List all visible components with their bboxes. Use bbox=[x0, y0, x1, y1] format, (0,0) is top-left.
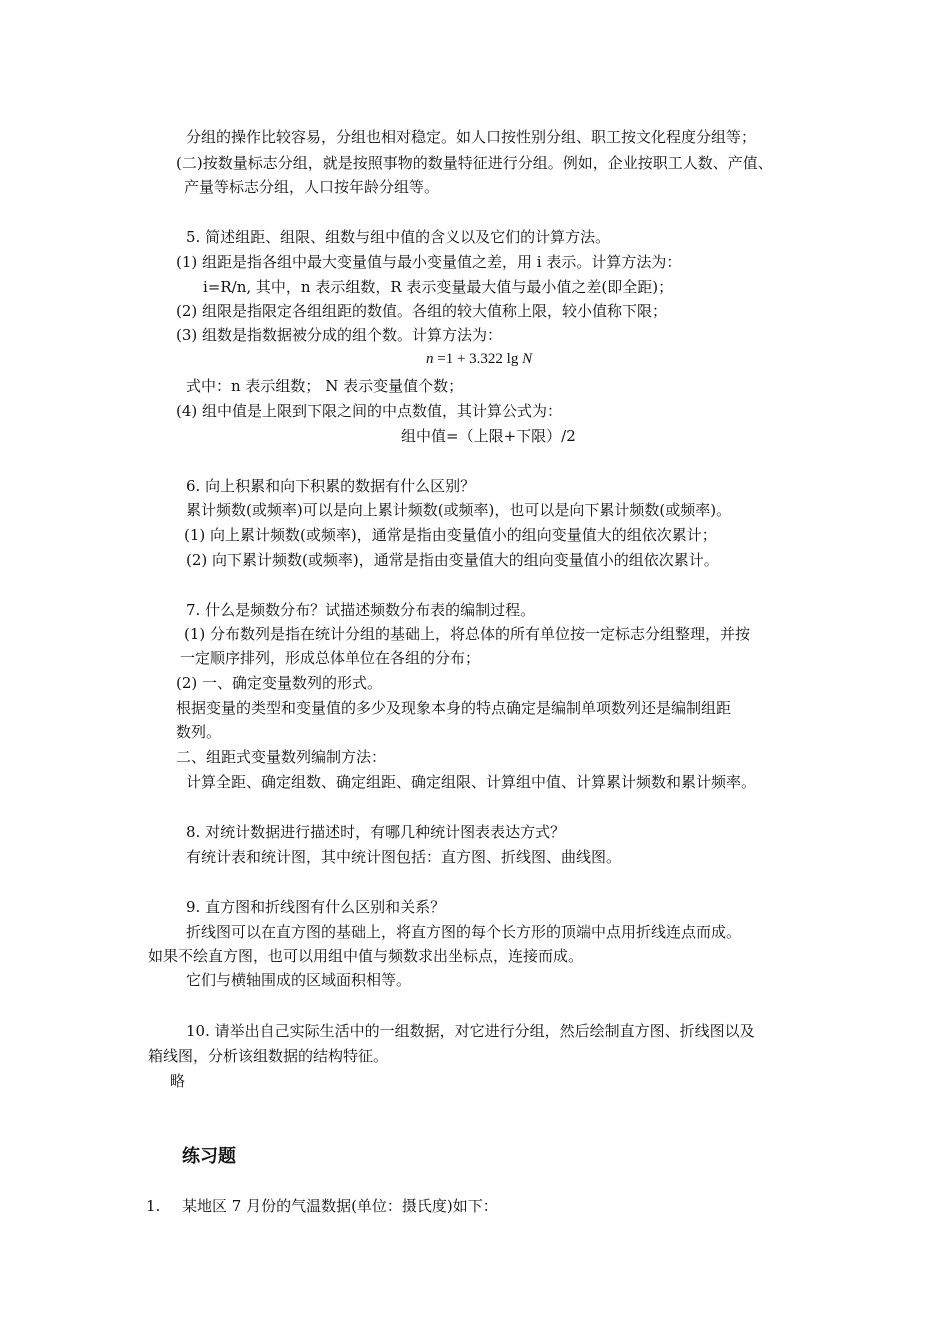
midpoint-formula: 组中值=（上限+下限）/2 bbox=[401, 427, 576, 445]
question-8-title: 8. 对统计数据进行描述时，有哪几种统计图表表达方式？ bbox=[186, 823, 566, 841]
text-line: i=R/n, 其中，n 表示组数，R 表示变量最大值与最小值之差(即全距)； bbox=[203, 278, 674, 296]
exercise-item-number: 1. bbox=[146, 1197, 161, 1215]
question-5-title: 5. 简述组距、组限、组数与组中值的含义以及它们的计算方法。 bbox=[186, 228, 611, 246]
text-line: 折线图可以在直方图的基础上，将直方图的每个长方形的顶端中点用折线连点而成。 bbox=[186, 923, 742, 941]
group-count-formula bbox=[426, 349, 532, 369]
question-7-title: 7. 什么是频数分布？试描述频数分布表的编制过程。 bbox=[186, 601, 536, 619]
text-line: 如果不绘直方图，也可以用组中值与频数求出坐标点，连接而成。 bbox=[148, 947, 584, 965]
text-line: 它们与横轴围成的区域面积相等。 bbox=[186, 971, 412, 989]
text-line: 有统计表和统计图，其中统计图包括：直方图、折线图、曲线图。 bbox=[186, 848, 622, 866]
text-line: 二、组距式变量数列编制方法： bbox=[176, 748, 387, 766]
formula-lhs: n bbox=[426, 351, 434, 367]
text-line: (2) 一、确定变量数列的形式。 bbox=[176, 674, 383, 692]
formula-body: =1 + 3.322 lg bbox=[433, 351, 523, 367]
text-line: (1) 组距是指各组中最大变量值与最小变量值之差，用 i 表示。计算方法为： bbox=[176, 253, 682, 271]
text-line: 根据变量的类型和变量值的多少及现象本身的特点确定是编制单项数列还是编制组距 bbox=[176, 699, 732, 717]
question-10-title: 10. 请举出自己实际生活中的一组数据，对它进行分组，然后绘制直方图、折线图以及 bbox=[186, 1022, 755, 1040]
exercise-heading: 练习题 bbox=[182, 1146, 236, 1167]
text-line: 累计频数(或频率)可以是向上累计频数(或频率)，也可以是向下累计频数(或频率)。 bbox=[186, 501, 732, 519]
text-line: 一定顺序排列，形成总体单位在各组的分布； bbox=[180, 649, 481, 667]
exercise-item-text: 某地区 7 月份的气温数据(单位：摄氏度)如下： bbox=[182, 1197, 498, 1215]
text-line: 产量等标志分组，人口按年龄分组等。 bbox=[184, 178, 440, 196]
question-9-title: 9. 直方图和折线图有什么区别和关系？ bbox=[186, 898, 446, 916]
text-line: (二)按数量标志分组，就是按照事物的数量特征进行分组。例如，企业按职工人数、产值、 bbox=[176, 154, 773, 172]
text-line: 数列。 bbox=[176, 723, 222, 741]
text-line: (1) 分布数列是指在统计分组的基础上，将总体的所有单位按一定标志分组整理，并按 bbox=[184, 625, 751, 643]
text-line: (2) 向下累计频数(或频率)，通常是指由变量值大的组向变量值小的组依次累计。 bbox=[186, 551, 719, 569]
text-line: 式中：n 表示组数； N 表示变量值个数； bbox=[186, 377, 464, 395]
text-line: 箱线图，分析该组数据的结构特征。 bbox=[148, 1047, 389, 1065]
question-6-title: 6. 向上积累和向下积累的数据有什么区别？ bbox=[186, 477, 476, 495]
text-line: (2) 组限是指限定各组组距的数值。各组的较大值称上限，较小值称下限； bbox=[176, 302, 668, 320]
text-line: (3) 组数是指数据被分成的组个数。计算方法为： bbox=[176, 326, 503, 344]
text-line: (4) 组中值是上限到下限之间的中点数值，其计算公式为： bbox=[176, 402, 563, 420]
text-line: 分组的操作比较容易，分组也相对稳定。如人口按性别分组、职工按文化程度分组等； bbox=[186, 128, 757, 146]
formula-rhs: N bbox=[522, 351, 533, 367]
text-line: 计算全距、确定组数、确定组距、确定组限、计算组中值、计算累计频数和累计频率。 bbox=[186, 773, 757, 791]
text-line: (1) 向上累计频数(或频率)，通常是指由变量值小的组向变量值大的组依次累计； bbox=[184, 526, 717, 544]
text-line: 略 bbox=[170, 1072, 186, 1090]
